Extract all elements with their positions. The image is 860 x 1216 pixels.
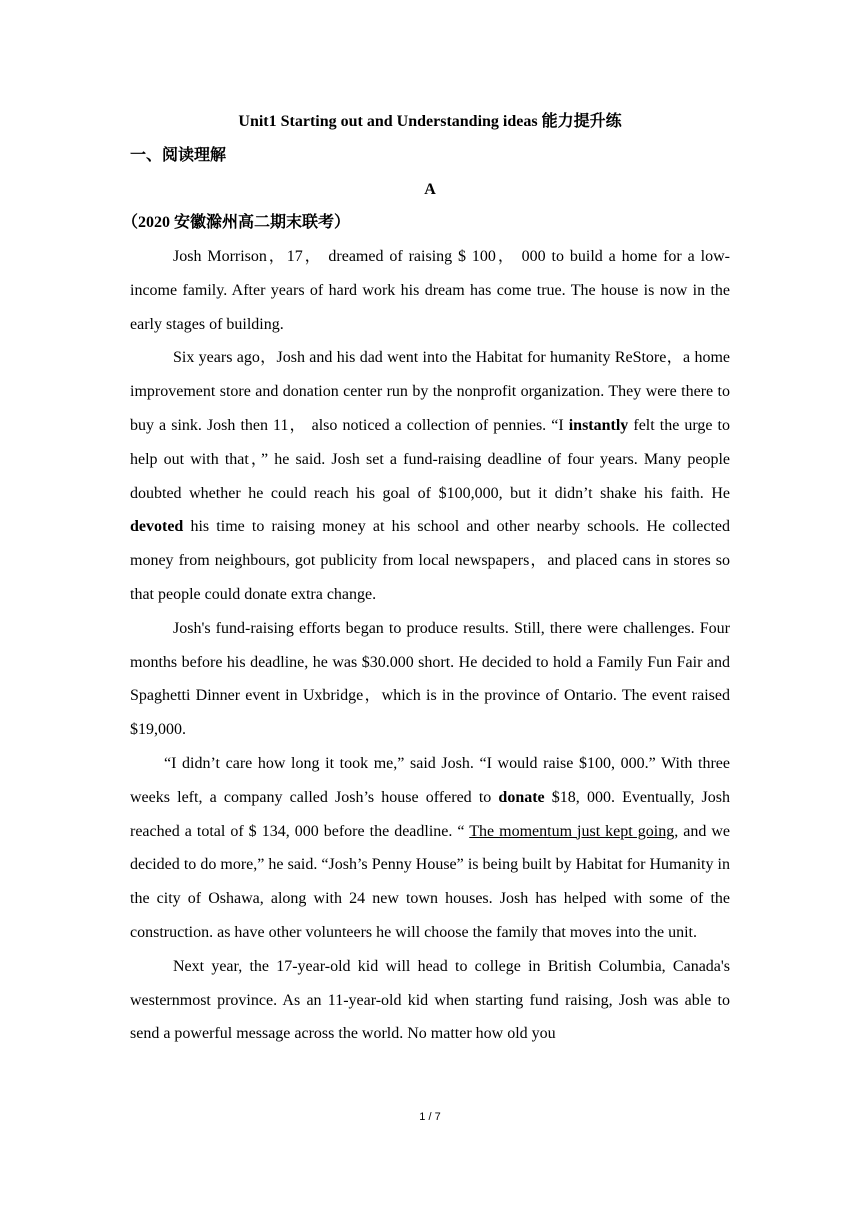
paragraph-2 <box>130 341 730 611</box>
paragraph-4 <box>130 747 730 950</box>
keyword-instantly: instantly <box>568 416 629 434</box>
paragraph-4-part-d: , and we decided to do more,” he said. “Josh’s Penny House” is being built by Habitat for Humanity in the city of Oshawa, along with 24 new town houses. Josh has helped with some of the construction. as have other volunteers he will choose the family that moves into the unit. <box>130 822 731 941</box>
paragraph-2-part-a: Six years ago，Josh and his dad went into the Habitat for humanity ReStore，a home improvement store and donation center run by the nonprofit organization. They were there to buy a sink. Josh then 11， also noticed a collection of pennies. “I <box>130 349 730 434</box>
paragraph-1: Josh Morrison，17， dreamed of raising $ 100， 000 to build a home for a low-income family. After years of hard work his dream has come true. The house is now in the early stages of building. <box>130 248 730 333</box>
passage-body <box>130 240 730 1051</box>
paragraph-3: Josh's fund-raising efforts began to produce results. Still, there were challenges. Four months before his deadline, he was $30.000 short. He decided to hold a Family Fun Fair and Spaghetti Dinner event in Uxbridge，which is in the province of Ontario. The event raised $19,000. <box>130 619 730 739</box>
keyword-devoted: devoted <box>130 518 184 536</box>
page-number: 1 / 7 <box>419 1111 441 1123</box>
paragraph-4-part-a: “I didn’t care how long it took me,” said Josh. “I would raise $100, 000.” With three weeks left, a company called Josh’s house offered to <box>130 754 730 806</box>
passage-label: A <box>424 181 436 198</box>
underlined-phrase: The momentum just kept going <box>469 822 675 840</box>
paragraph-5: Next year, the 17-year-old kid will head to college in British Columbia, Canada's westernmost province. As an 11-year-old kid when starting fund raising, Josh was able to send a powerful message across the world. No matter how old you <box>130 957 730 1043</box>
paragraph-2-part-d: his time to raising money at his school and other nearby schools. He collected money from neighbours, got publicity from local newspapers，and placed cans in stores so that people could donate extra change. <box>130 518 730 603</box>
page-title: Unit1 Starting out and Understanding ideas 能力提升练 <box>238 113 622 130</box>
paragraph-4-part-c: $18, 000. Eventually, Josh reached a total of $ 134, 000 before the deadline. “ <box>130 788 730 840</box>
paragraph-2-part-c: felt the urge to help out with that，” he said. Josh set a fund-raising deadline of four years. Many people doubted whether he could reach his goal of $100,000, but it didn’t shake his faith. He <box>130 416 730 502</box>
section-heading: 一、阅读理解 <box>130 147 227 164</box>
keyword-donate: donate <box>498 788 545 806</box>
passage-source: （2020 安徽滁州高二期末联考） <box>122 214 351 231</box>
